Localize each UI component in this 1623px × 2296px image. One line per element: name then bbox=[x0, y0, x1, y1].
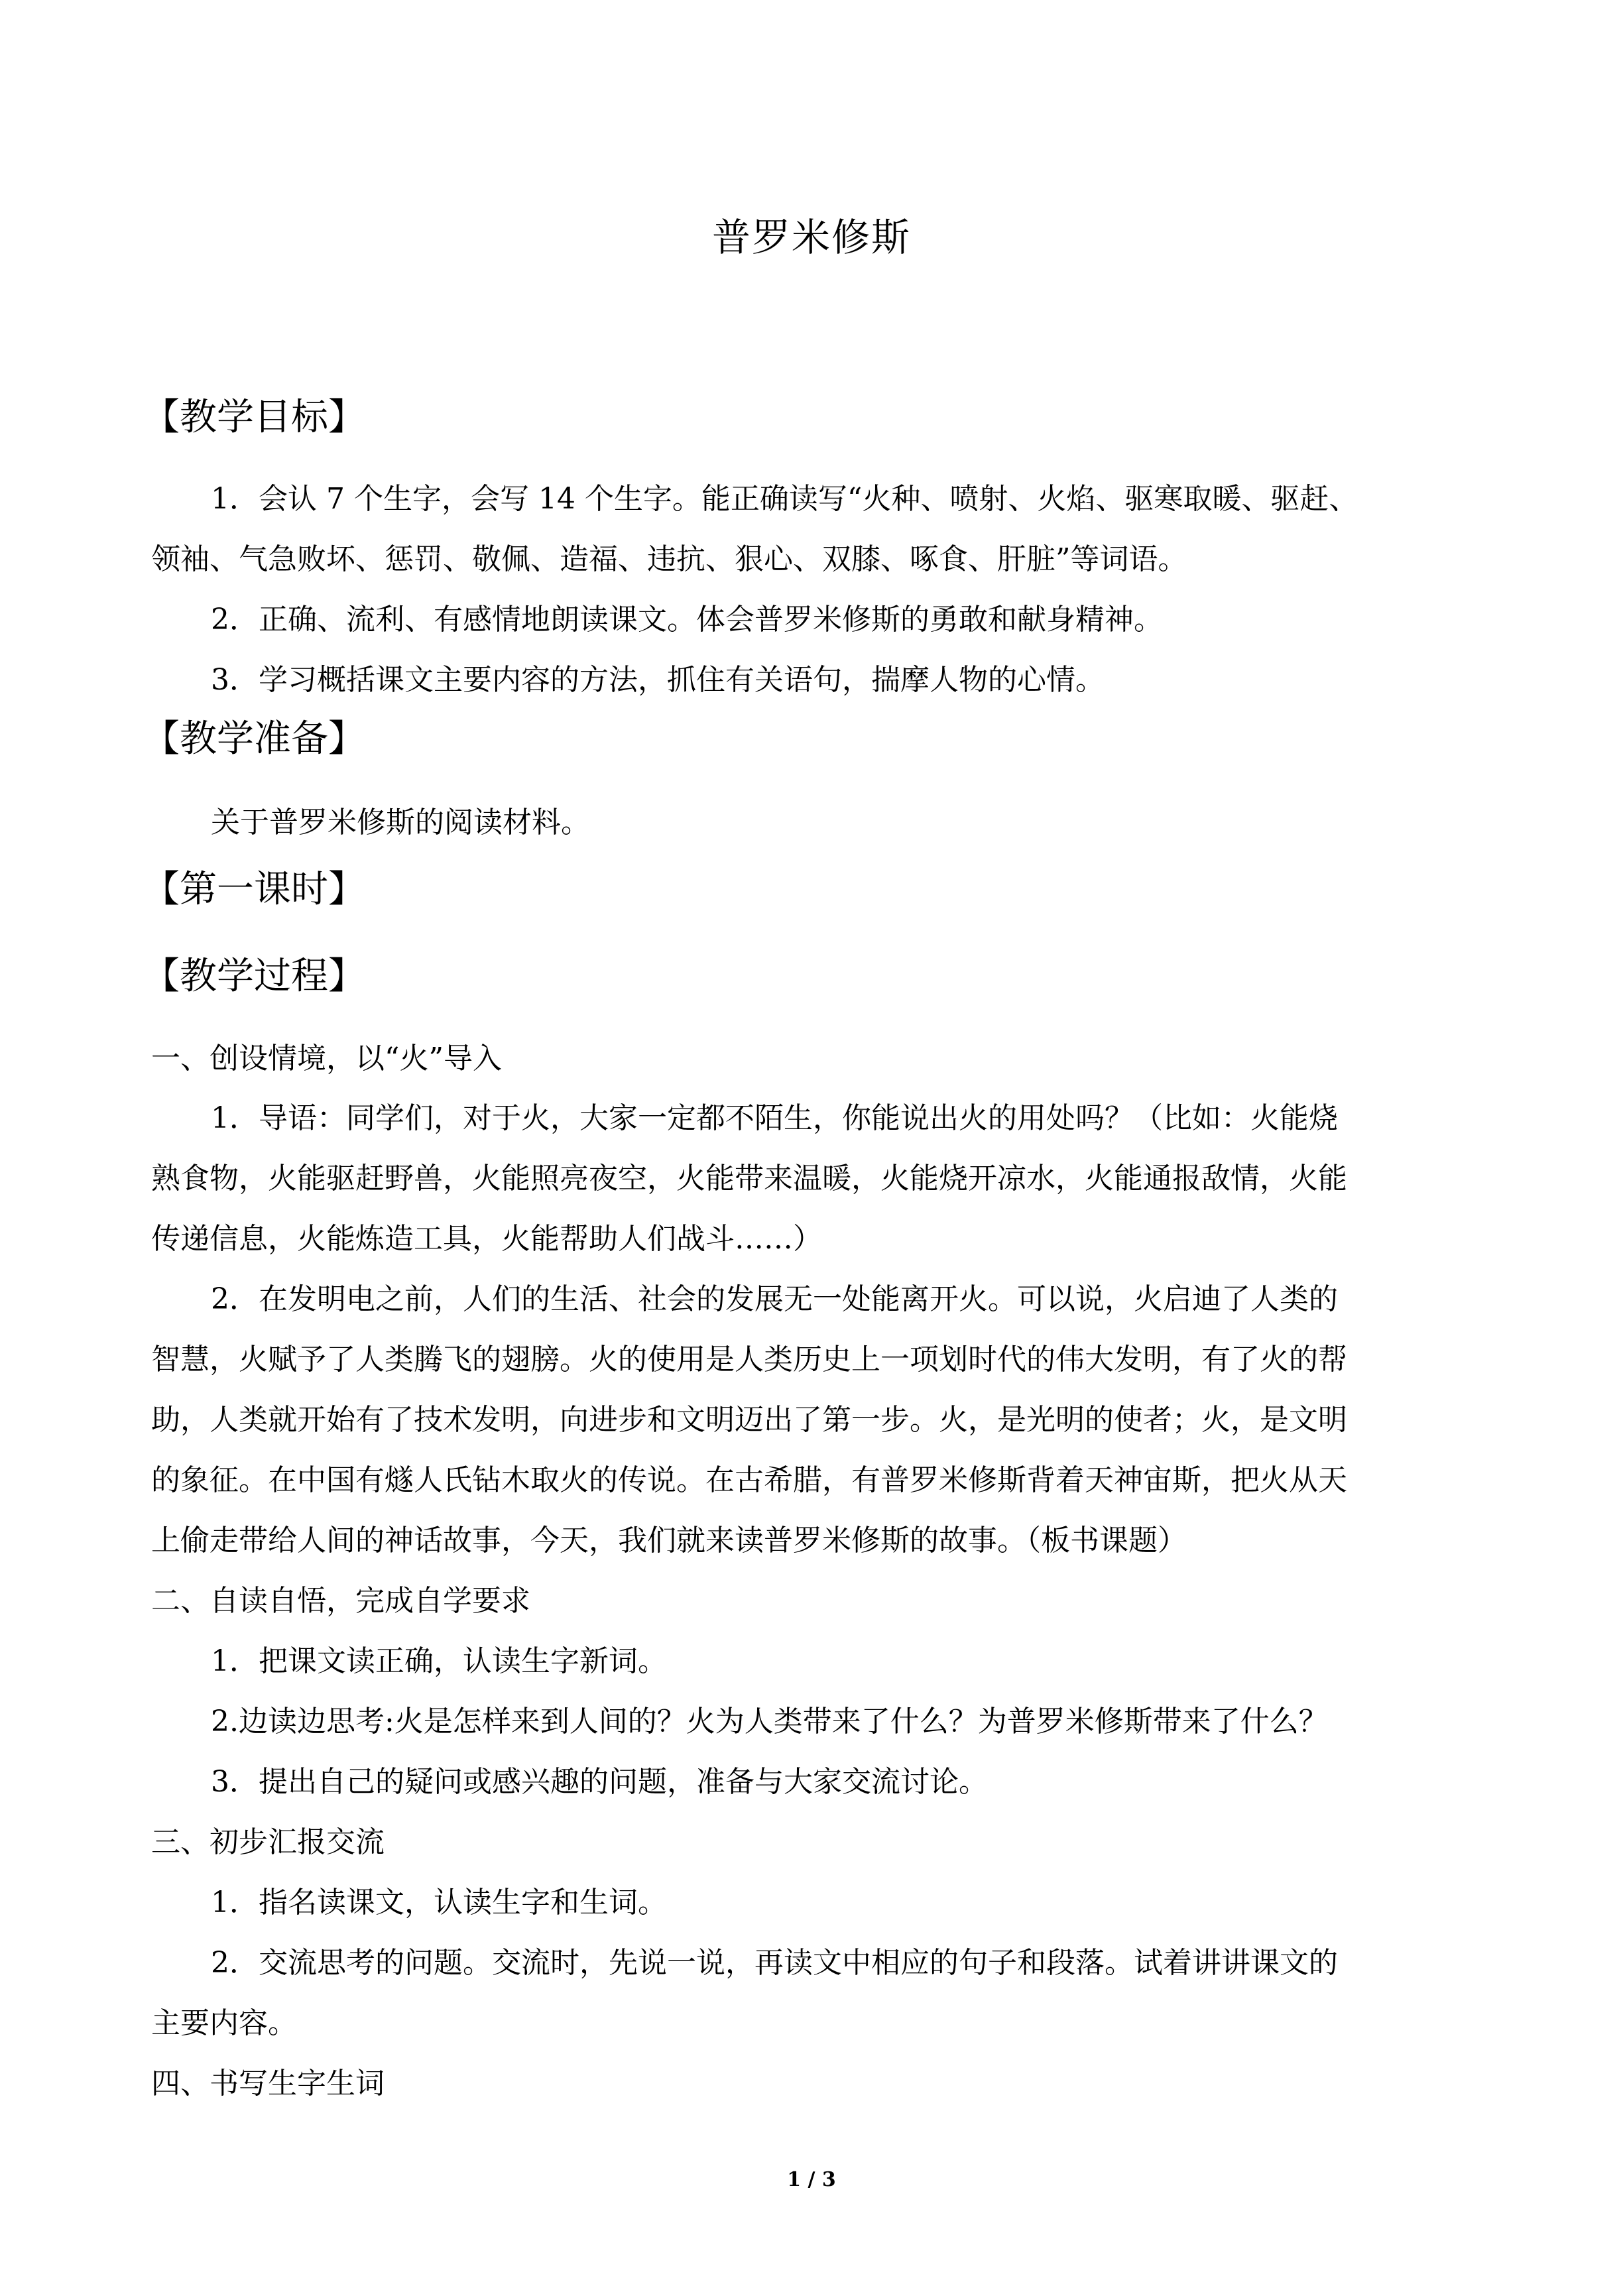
section-3-heading: 三、初步汇报交流 bbox=[151, 1825, 385, 1859]
section-3-item-2-line-1: 2．交流思考的问题。交流时，先说一说，再读文中相应的句子和段落。试着讲讲课文的 bbox=[211, 1946, 1338, 1980]
section-4-heading: 四、书写生字生词 bbox=[151, 2067, 385, 2100]
section-1-p2-line-4: 的象征。在中国有燧人氏钻木取火的传说。在古希腊，有普罗米修斯背着天神宙斯，把火从天 bbox=[151, 1463, 1347, 1497]
goal-3: 3．学习概括课文主要内容的方法，抓住有关语句，揣摩人物的心情。 bbox=[211, 663, 1105, 697]
page-title: 普罗米修斯 bbox=[711, 215, 911, 260]
goal-1-line-1: 1．会认 7 个生字，会写 14 个生字。能正确读写“火种、喷射、火焰、驱寒取暖、驱赶、 bbox=[211, 482, 1358, 516]
section-1-p1-line-1: 1．导语：同学们，对于火，大家一定都不陌生，你能说出火的用处吗？（比如：火能烧 bbox=[211, 1101, 1338, 1135]
section-1-p2-line-3: 助，人类就开始有了技术发明，向进步和文明迈出了第一步。火，是光明的使者；火，是文明 bbox=[151, 1403, 1347, 1437]
section-1-p2-line-5: 上偷走带给人间的神话故事，今天，我们就来读普罗米修斯的故事。（板书课题） bbox=[151, 1524, 1187, 1557]
section-2-item-1: 1．把课文读正确，认读生字新词。 bbox=[211, 1644, 667, 1678]
section-3-item-1: 1．指名读课文，认读生字和生词。 bbox=[211, 1886, 667, 1919]
section-2-item-2: 2.边读边思考:火是怎样来到人间的？火为人类带来了什么？为普罗米修斯带来了什么？ bbox=[211, 1705, 1328, 1738]
goal-1-line-2: 领袖、气急败坏、惩罚、敬佩、造福、违抗、狠心、双膝、啄食、肝脏”等词语。 bbox=[151, 542, 1187, 576]
section-1-p2-line-2: 智慧，火赋予了人类腾飞的翅膀。火的使用是人类历史上一项划时代的伟大发明，有了火的帮 bbox=[151, 1343, 1347, 1376]
goal-2: 2．正确、流利、有感情地朗读课文。体会普罗米修斯的勇敢和献身精神。 bbox=[211, 603, 1163, 636]
section-1-p1-line-3: 传递信息，火能炼造工具，火能帮助人们战斗……） bbox=[151, 1222, 822, 1256]
section-2-heading: 二、自读自悟，完成自学要求 bbox=[151, 1584, 530, 1618]
section-1-p2-line-1: 2．在发明电之前，人们的生活、社会的发展无一处能离开火。可以说，火启迪了人类的 bbox=[211, 1282, 1338, 1316]
prep-text: 关于普罗米修斯的阅读材料。 bbox=[211, 806, 590, 839]
section-3-item-2-line-2: 主要内容。 bbox=[151, 2006, 297, 2040]
heading-teaching-goals: 【教学目标】 bbox=[143, 396, 365, 439]
section-1-p1-line-2: 熟食物，火能驱赶野兽，火能照亮夜空，火能带来温暖，火能烧开凉水，火能通报敌情，火能 bbox=[151, 1162, 1347, 1195]
heading-teaching-prep: 【教学准备】 bbox=[143, 717, 365, 760]
section-2-item-3: 3．提出自己的疑问或感兴趣的问题，准备与大家交流讨论。 bbox=[211, 1765, 988, 1799]
heading-teaching-process: 【教学过程】 bbox=[143, 955, 365, 998]
section-1-heading: 一、创设情境，以“火”导入 bbox=[151, 1042, 502, 1075]
heading-lesson-one: 【第一课时】 bbox=[143, 868, 365, 911]
page-number: 1 / 3 bbox=[787, 2168, 836, 2191]
